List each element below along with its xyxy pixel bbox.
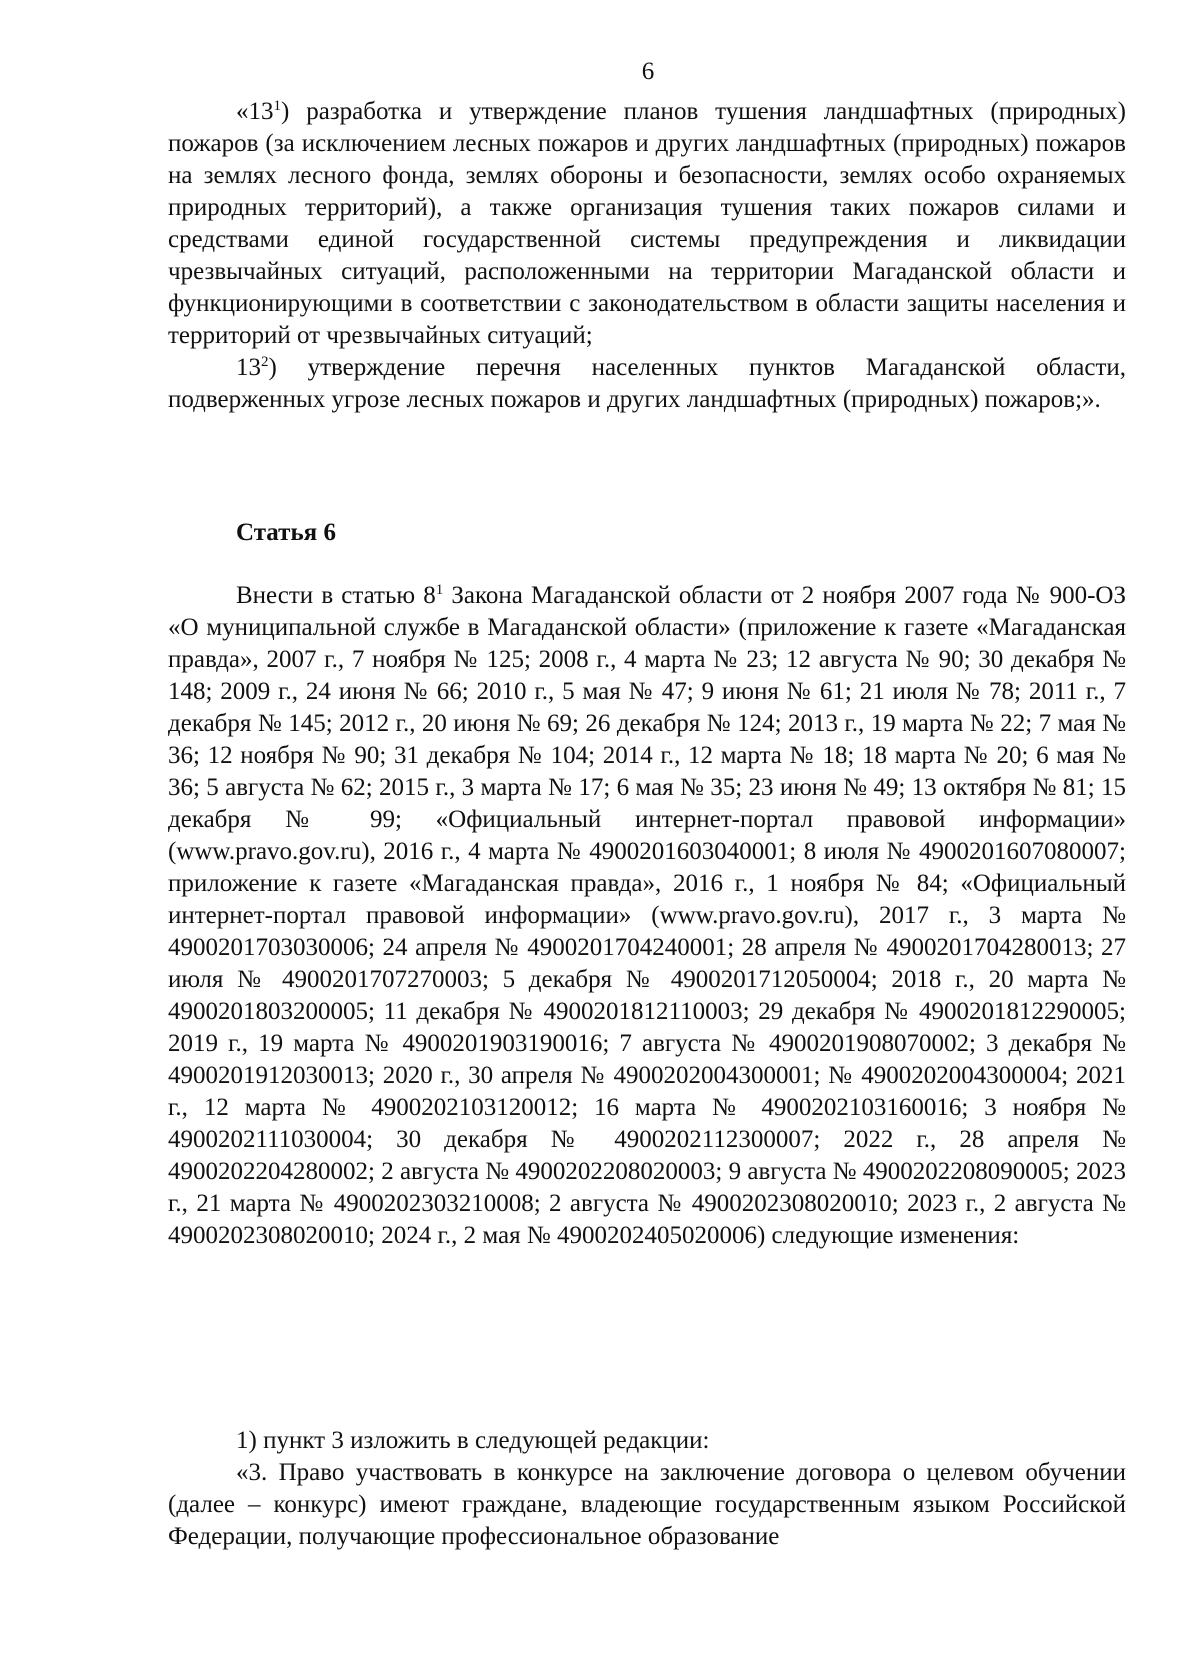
item-13-2-paragraph [168,352,1126,416]
change-item-1: 1) пункт 3 изложить в следующей редакции: [236,1427,710,1454]
page-number: 6 [641,58,655,85]
item-13-2-prefix: 13 [236,354,261,381]
item-13-2-superscript: 2 [261,354,269,370]
article-body-prefix: Внести в статью 8 [236,582,436,609]
article-heading: Статья 6 [236,519,336,546]
article-body-paragraph [168,580,1126,1252]
item-13-1-superscript: 1 [273,98,281,114]
item-13-1-paragraph [168,96,1126,352]
change-item-1-quote: «3. Право участвовать в конкурсе на заключение договора о целевом обучении (далее – конкурс) имеют граждане, владеющие государственным языком Российской Федерации, получающие профессиональное образование [168,1459,1126,1550]
article-body-superscript: 1 [435,582,444,598]
item-13-2-text: ) утверждение перечня населенных пунктов Магаданской области, подверженных угрозе лесных пожаров и других ландшафтных (природных) пожаров;». [168,354,1126,413]
changes-block [168,1425,1126,1553]
article-body-block [168,580,1126,1252]
item-13-1-text: ) разработка и утверждение планов тушения ландшафтных (природных) пожаров (за исключением лесных пожаров и других ландшафтных (природных) пожаров на землях лесного фонда, землях обороны и безопасности, землях особо охраняемых природных территорий), а также организация тушения таких пожаров силами и средствами единой государственной системы предупреждения и ликвидации чрезвычайных ситуаций, расположенными на территории Магаданской области и функционирующими в соответствии с законодательством в области защиты населения и территорий от чрезвычайных ситуаций; [168,98,1126,349]
article-body-text: Закона Магаданской области от 2 ноября 2007 года № 900-ОЗ «О муниципальной службе в Магаданской области» (приложение к газете «Магаданская правда», 2007 г., 7 ноября № 125; 2008 г., 4 марта № 23; 12 августа № 90; 30 декабря № 148; 2009 г., 24 июня № 66; 2010 г., 5 мая № 47; 9 июня № 61; 21 июля № 78; 2011 г., 7 декабря № 145; 2012 г., 20 июня № 69; 26 декабря № 124; 2013 г., 19 марта № 22; 7 мая № 36; 12 ноября № 90; 31 декабря № 104; 2014 г., 12 марта № 18; 18 марта № 20; 6 мая № 36; 5 августа № 62; 2015 г., 3 марта № 17; 6 мая № 35; 23 июня № 49; 13 октября № 81; 15 декабря № 99; «Официальный интернет-портал правовой информации» (www.pravo.gov.ru), 2016 г., 4 марта № 4900201603040001; 8 июля № 4900201607080007; приложение к газете «Магаданская правда», 2016 г., 1 ноября № 84; «Официальный интернет-портал правовой информации» (www.pravo.gov.ru), 2017 г., 3 марта № 4900201703030006; 24 апреля № 4900201704240001; 28 апреля № 4900201704280013; 27 июля № 4900201707270003; 5 декабря № 4900201712050004; 2018 г., 20 марта № 4900201803200005; 11 декабря № 4900201812110003; 29 декабря № 4900201812290005; 2019 г., 19 марта № 4900201903190016; 7 августа № 4900201908070002; 3 декабря № 4900201912030013; 2020 г., 30 апреля № 4900202004300001; № 4900202004300004; 2021 г., 12 марта № 4900202103120012; 16 марта № 4900202103160016; 3 ноября № 4900202111030004; 30 декабря № 4900202112300007; 2022 г., 28 апреля № 4900202204280002; 2 августа № 4900202208020003; 9 августа № 4900202208090005; 2023 г., 21 марта № 4900202303210008; 2 августа № 4900202308020010; 2023 г., 2 августа № 4900202308020010; 2024 г., 2 мая № 4900202405020006) следующие изменения: [168,582,1126,1249]
article-heading-block [168,517,1126,549]
amendment-items-block [168,96,1126,416]
item-13-1-prefix: «13 [236,98,274,125]
